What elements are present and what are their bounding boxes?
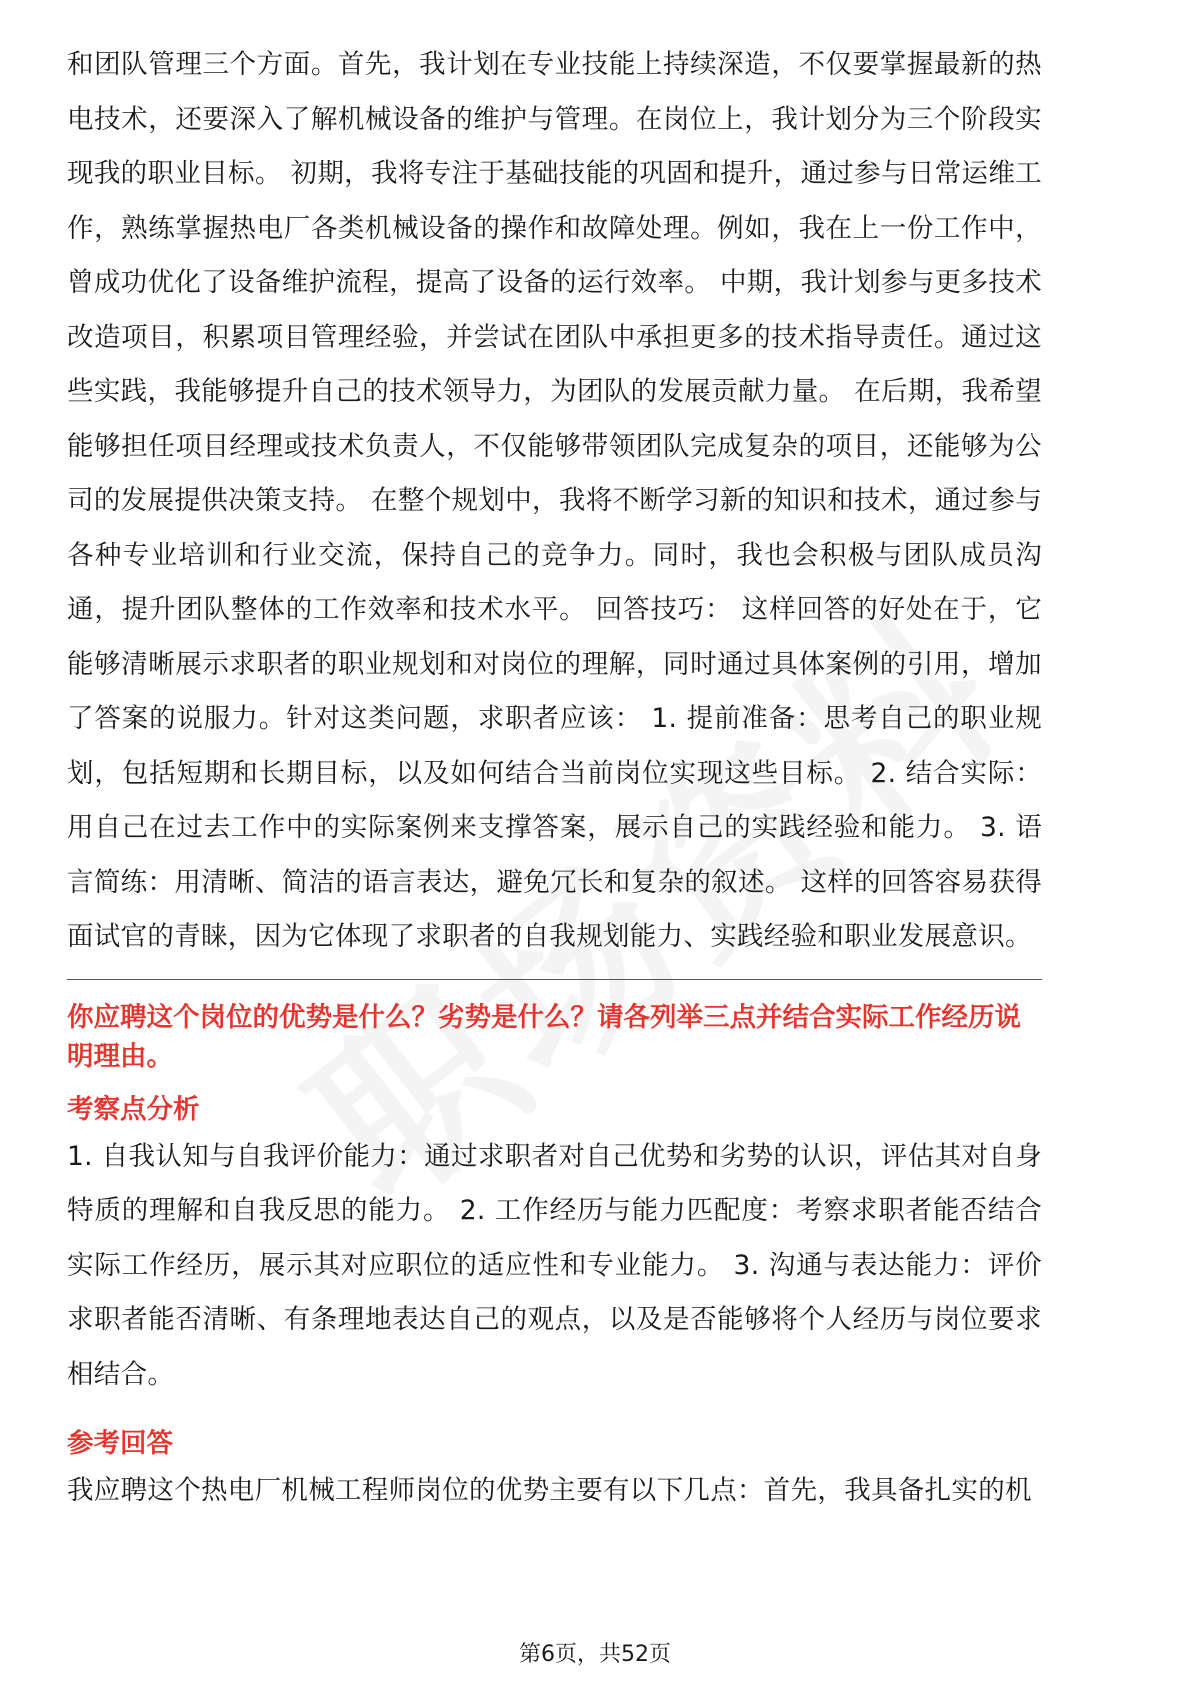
analysis-heading: 考察点分析 xyxy=(67,1093,200,1125)
document-page xyxy=(67,38,1042,1519)
interview-question: 你应聘这个岗位的优势是什么？劣势是什么？请各列举三点并结合实际工作经历说明理由。 xyxy=(67,1001,1021,1072)
analysis-paragraph: 1. 自我认知与自我评价能力：通过求职者对自己优势和劣势的认识，评估其对自身特质的理解和自我反思的能力。 2. 工作经历与能力匹配度：考察求职者能否结合实际工作经历，展示其对应职位的适应性和专业能力。 3. 沟通与表达能力：评价求职者能否清晰、有条理地表达自己的观点，以及是否能够将个人经历与岗位要求相结合。 xyxy=(67,1140,1042,1390)
page-number-footer: 第6页，共52页 xyxy=(519,1642,671,1667)
answer-paragraph: 我应聘这个热电厂机械工程师岗位的优势主要有以下几点：首先，我具备扎实的机 xyxy=(67,1475,1032,1506)
previous-answer-paragraph: 和团队管理三个方面。首先，我计划在专业技能上持续深造，不仅要掌握最新的热电技术，还要深入了解机械设备的维护与管理。在岗位上，我计划分为三个阶段实现我的职业目标。 初期，我将专注于基础技能的巩固和提升，通过参与日常运维工作，熟练掌握热电厂各类机械设备的操作和故障处理。例如，我在上一份工作中，曾成功优化了设备维护流程，提高了设备的运行效率。 中期，我计划参与更多技术改造项目，积累项目管理经验，并尝试在团队中承担更多的技术指导责任。通过这些实践，我能够提升自己的技术领导力，为团队的发展贡献力量。 在后期，我希望能够担任项目经理或技术负责人，不仅能够带领团队完成复杂的项目，还能够为公司的发展提供决策支持。 在整个规划中，我将不断学习新的知识和技术，通过参与各种专业培训和行业交流，保持自己的竞争力。同时，我也会积极与团队成员沟通，提升团队整体的工作效率和技术水平。 回答技巧： 这样回答的好处在于，它能够清晰展示求职者的职业规划和对岗位的理解，同时通过具体案例的引用，增加了答案的说服力。针对这类问题，求职者应该： 1. 提前准备：思考自己的职业规划，包括短期和长期目标，以及如何结合当前岗位实现这些目标。 2. 结合实际：用自己在过去工作中的实际案例来支撑答案，展示自己的实践经验和能力。 3. 语言简练：用清晰、简洁的语言表达，避免冗长和复杂的叙述。 这样的回答容易获得面试官的青睐，因为它体现了求职者的自我规划能力、实践经验和职业发展意识。 xyxy=(67,49,1042,952)
answer-heading: 参考回答 xyxy=(67,1428,173,1459)
section-divider xyxy=(67,979,1042,980)
